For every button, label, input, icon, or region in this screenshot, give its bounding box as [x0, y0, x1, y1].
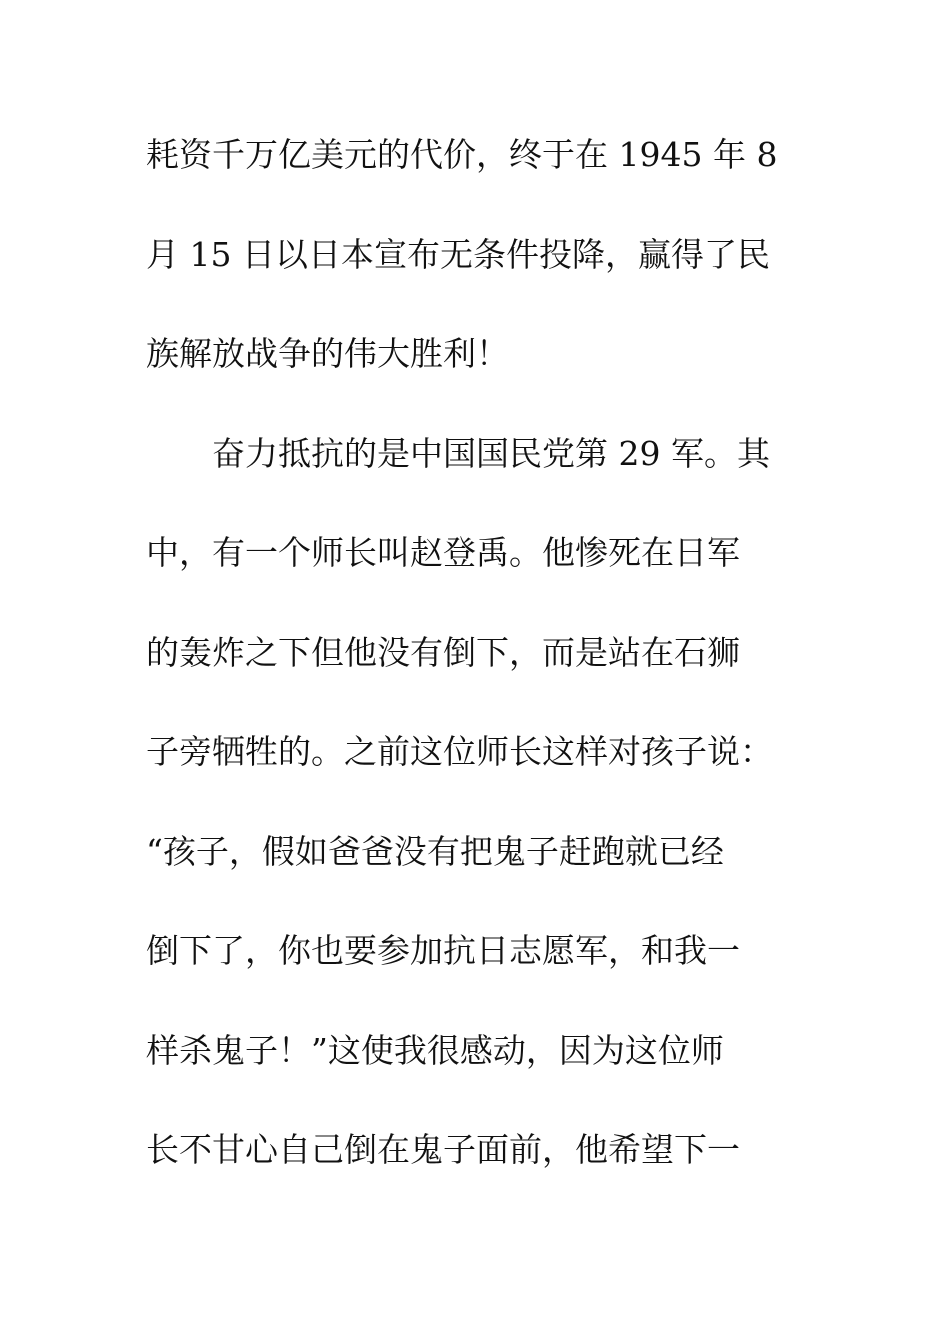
text-line: 奋力抵抗的是中国国民党第 29 军。其 [146, 433, 770, 473]
text-line: 族解放战争的伟大胜利！ [146, 334, 509, 373]
text-line: 倒下了，你也要参加抗日志愿军，和我一 [146, 931, 740, 970]
text-line: 子旁牺牲的。之前这位师长这样对孩子说： [146, 732, 773, 771]
text-line: 样杀鬼子！”这使我很感动，因为这位师 [146, 1030, 724, 1070]
text-line: 长不甘心自己倒在鬼子面前，他希望下一 [146, 1130, 740, 1169]
text-line: 耗资千万亿美元的代价，终于在 1945 年 8 [146, 135, 778, 174]
body-text [146, 125, 806, 1220]
text-line: “孩子，假如爸爸没有把鬼子赶跑就已经 [146, 831, 724, 871]
text-line: 月 15 日以日本宣布无条件投降，赢得了民 [146, 234, 770, 274]
text-line: 的轰炸之下但他没有倒下，而是站在石狮 [146, 632, 740, 672]
text-line: 中，有一个师长叫赵登禹。他惨死在日军 [146, 533, 740, 572]
